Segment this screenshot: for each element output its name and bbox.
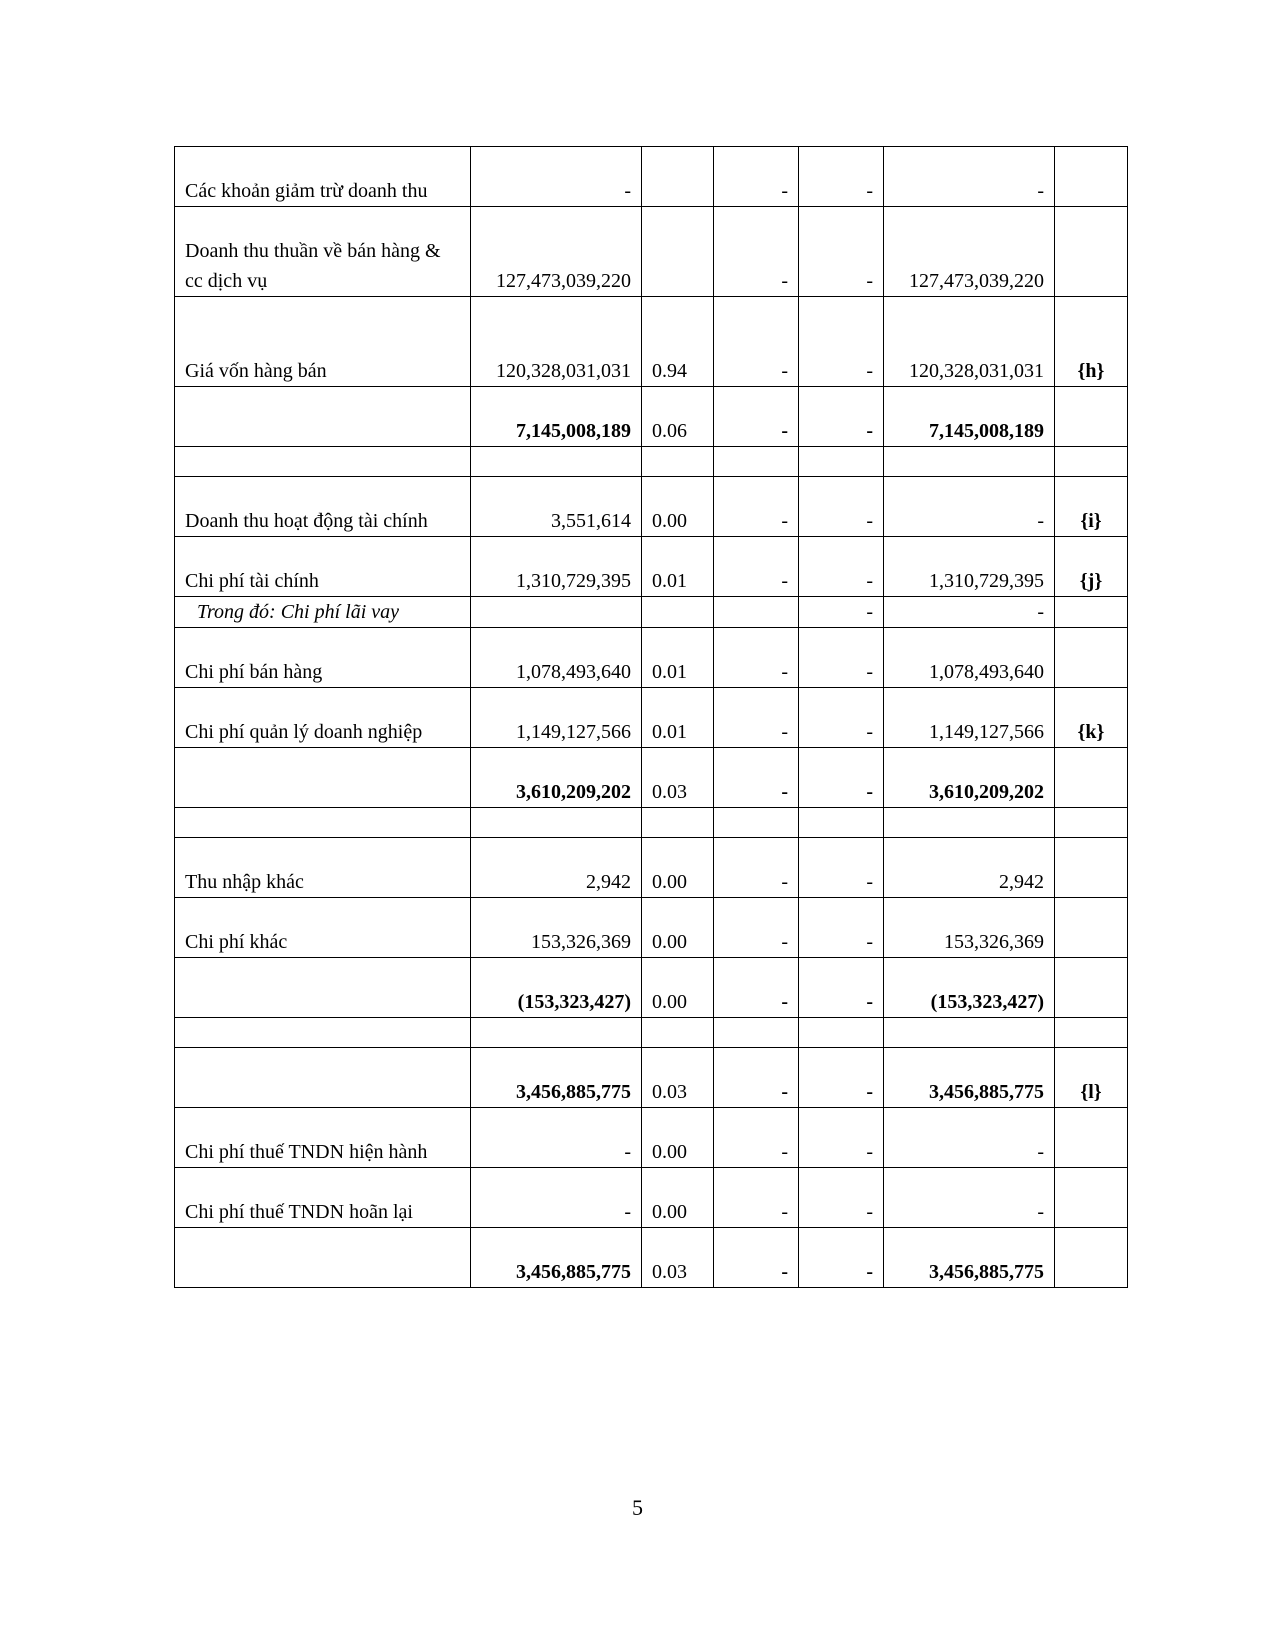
current-value (471, 1018, 642, 1048)
adjusted-value: 1,149,127,566 (884, 688, 1055, 748)
table-row (175, 387, 1128, 447)
current-value (471, 447, 642, 477)
adjustment-col-1: - (714, 207, 799, 297)
adjusted-value: 3,456,885,775 (884, 1048, 1055, 1108)
note-ref (1055, 447, 1128, 477)
adjusted-value: 153,326,369 (884, 898, 1055, 958)
adjustment-col-2: - (799, 1108, 884, 1168)
table-row (175, 207, 1128, 297)
table-row (175, 1108, 1128, 1168)
ratio-value: 0.01 (642, 688, 714, 748)
ratio-value: 0.01 (642, 628, 714, 688)
adjusted-value (884, 808, 1055, 838)
table-row (175, 447, 1128, 477)
ratio-value: 0.03 (642, 1048, 714, 1108)
current-value: 3,551,614 (471, 477, 642, 537)
row-label (175, 748, 471, 808)
current-value: 120,328,031,031 (471, 297, 642, 387)
note-ref (1055, 597, 1128, 628)
row-label: Chi phí quản lý doanh nghiệp (175, 688, 471, 748)
current-value: 1,078,493,640 (471, 628, 642, 688)
row-label: Trong đó: Chi phí lãi vay (175, 597, 471, 628)
current-value: 7,145,008,189 (471, 387, 642, 447)
row-label: Doanh thu thuần về bán hàng & cc dịch vụ (175, 207, 471, 297)
adjustment-col-2: - (799, 597, 884, 628)
adjustment-col-2: - (799, 688, 884, 748)
row-label: Chi phí thuế TNDN hiện hành (175, 1108, 471, 1168)
adjustment-col-1: - (714, 387, 799, 447)
adjusted-value: 3,456,885,775 (884, 1228, 1055, 1288)
table-row (175, 838, 1128, 898)
ratio-value: 0.01 (642, 537, 714, 597)
adjustment-col-1: - (714, 628, 799, 688)
ratio-value: 0.00 (642, 838, 714, 898)
adjustment-col-1: - (714, 297, 799, 387)
adjusted-value: 1,310,729,395 (884, 537, 1055, 597)
adjustment-col-1: - (714, 147, 799, 207)
adjustment-col-1 (714, 447, 799, 477)
row-label: Giá vốn hàng bán (175, 297, 471, 387)
adjustment-col-1: - (714, 688, 799, 748)
current-value: 3,456,885,775 (471, 1048, 642, 1108)
table-row (175, 1228, 1128, 1288)
table-row (175, 748, 1128, 808)
adjusted-value: - (884, 1168, 1055, 1228)
adjustment-col-2: - (799, 1228, 884, 1288)
row-label (175, 808, 471, 838)
note-ref (1055, 628, 1128, 688)
adjustment-col-2: - (799, 898, 884, 958)
row-label (175, 1228, 471, 1288)
note-ref (1055, 1018, 1128, 1048)
table-row (175, 297, 1128, 387)
adjusted-value: 2,942 (884, 838, 1055, 898)
current-value (471, 597, 642, 628)
ratio-value: 0.03 (642, 748, 714, 808)
note-ref: {j} (1055, 537, 1128, 597)
adjustment-col-1: - (714, 1048, 799, 1108)
ratio-value: 0.00 (642, 1168, 714, 1228)
adjusted-value: - (884, 1108, 1055, 1168)
note-ref: {h} (1055, 297, 1128, 387)
row-label (175, 387, 471, 447)
adjustment-col-1: - (714, 1108, 799, 1168)
current-value: 127,473,039,220 (471, 207, 642, 297)
row-label (175, 1018, 471, 1048)
adjustment-col-1: - (714, 1228, 799, 1288)
current-value: - (471, 1168, 642, 1228)
table-row (175, 477, 1128, 537)
row-label: Chi phí bán hàng (175, 628, 471, 688)
ratio-value (642, 147, 714, 207)
table-row (175, 597, 1128, 628)
ratio-value (642, 597, 714, 628)
table-row (175, 958, 1128, 1018)
adjusted-value: 120,328,031,031 (884, 297, 1055, 387)
current-value: 2,942 (471, 838, 642, 898)
adjustment-col-2: - (799, 537, 884, 597)
adjustment-col-1: - (714, 477, 799, 537)
current-value: - (471, 1108, 642, 1168)
note-ref (1055, 898, 1128, 958)
adjustment-col-1 (714, 808, 799, 838)
note-ref (1055, 1168, 1128, 1228)
current-value: 1,149,127,566 (471, 688, 642, 748)
adjusted-value (884, 1018, 1055, 1048)
table-row (175, 898, 1128, 958)
table-row (175, 1018, 1128, 1048)
adjustment-col-2 (799, 447, 884, 477)
adjustment-col-1: - (714, 748, 799, 808)
adjustment-col-2 (799, 808, 884, 838)
ratio-value (642, 447, 714, 477)
adjustment-col-2: - (799, 838, 884, 898)
row-label: Thu nhập khác (175, 838, 471, 898)
ratio-value (642, 207, 714, 297)
adjusted-value: 127,473,039,220 (884, 207, 1055, 297)
row-label (175, 1048, 471, 1108)
adjustment-col-2: - (799, 748, 884, 808)
row-label: Chi phí tài chính (175, 537, 471, 597)
adjustment-col-1: - (714, 537, 799, 597)
adjustment-col-2: - (799, 1168, 884, 1228)
adjustment-col-2: - (799, 477, 884, 537)
adjustment-col-2 (799, 1018, 884, 1048)
current-value: 3,610,209,202 (471, 748, 642, 808)
current-value (471, 808, 642, 838)
adjustment-col-1 (714, 1018, 799, 1048)
adjustment-col-2: - (799, 387, 884, 447)
adjusted-value: 7,145,008,189 (884, 387, 1055, 447)
note-ref (1055, 1228, 1128, 1288)
current-value: 1,310,729,395 (471, 537, 642, 597)
note-ref (1055, 748, 1128, 808)
ratio-value: 0.00 (642, 898, 714, 958)
page-number: 5 (632, 1495, 643, 1520)
current-value: 3,456,885,775 (471, 1228, 642, 1288)
note-ref (1055, 207, 1128, 297)
current-value: - (471, 147, 642, 207)
current-value: 153,326,369 (471, 898, 642, 958)
ratio-value: 0.00 (642, 1108, 714, 1168)
note-ref (1055, 838, 1128, 898)
adjustment-col-2: - (799, 1048, 884, 1108)
adjusted-value: 3,610,209,202 (884, 748, 1055, 808)
ratio-value (642, 1018, 714, 1048)
adjustment-col-2: - (799, 628, 884, 688)
row-label (175, 447, 471, 477)
note-ref (1055, 808, 1128, 838)
note-ref: {i} (1055, 477, 1128, 537)
ratio-value: 0.00 (642, 958, 714, 1018)
note-ref: {l} (1055, 1048, 1128, 1108)
row-label (175, 958, 471, 1018)
note-ref (1055, 1108, 1128, 1168)
row-label: Chi phí khác (175, 898, 471, 958)
note-ref (1055, 958, 1128, 1018)
adjustment-col-1 (714, 597, 799, 628)
ratio-value: 0.06 (642, 387, 714, 447)
ratio-value (642, 808, 714, 838)
ratio-value: 0.00 (642, 477, 714, 537)
table-row (175, 1048, 1128, 1108)
adjustment-col-2: - (799, 147, 884, 207)
adjustment-col-1: - (714, 1168, 799, 1228)
table-row (175, 688, 1128, 748)
table-row (175, 1168, 1128, 1228)
adjustment-col-2: - (799, 207, 884, 297)
adjusted-value: 1,078,493,640 (884, 628, 1055, 688)
row-label: Chi phí thuế TNDN hoãn lại (175, 1168, 471, 1228)
note-ref: {k} (1055, 688, 1128, 748)
row-label: Doanh thu hoạt động tài chính (175, 477, 471, 537)
adjusted-value (884, 447, 1055, 477)
ratio-value: 0.94 (642, 297, 714, 387)
ratio-value: 0.03 (642, 1228, 714, 1288)
table-row (175, 537, 1128, 597)
adjustment-col-2: - (799, 958, 884, 1018)
table-row (175, 628, 1128, 688)
adjusted-value: (153,323,427) (884, 958, 1055, 1018)
adjusted-value: - (884, 477, 1055, 537)
current-value: (153,323,427) (471, 958, 642, 1018)
note-ref (1055, 147, 1128, 207)
income-statement-table (174, 146, 1128, 1288)
adjustment-col-1: - (714, 958, 799, 1018)
table-row (175, 808, 1128, 838)
adjustment-col-1: - (714, 838, 799, 898)
table-body (175, 147, 1128, 1288)
adjustment-col-1: - (714, 898, 799, 958)
adjustment-col-2: - (799, 297, 884, 387)
adjusted-value: - (884, 147, 1055, 207)
table-row (175, 147, 1128, 207)
note-ref (1055, 387, 1128, 447)
adjusted-value: - (884, 597, 1055, 628)
row-label: Các khoản giảm trừ doanh thu (175, 147, 471, 207)
